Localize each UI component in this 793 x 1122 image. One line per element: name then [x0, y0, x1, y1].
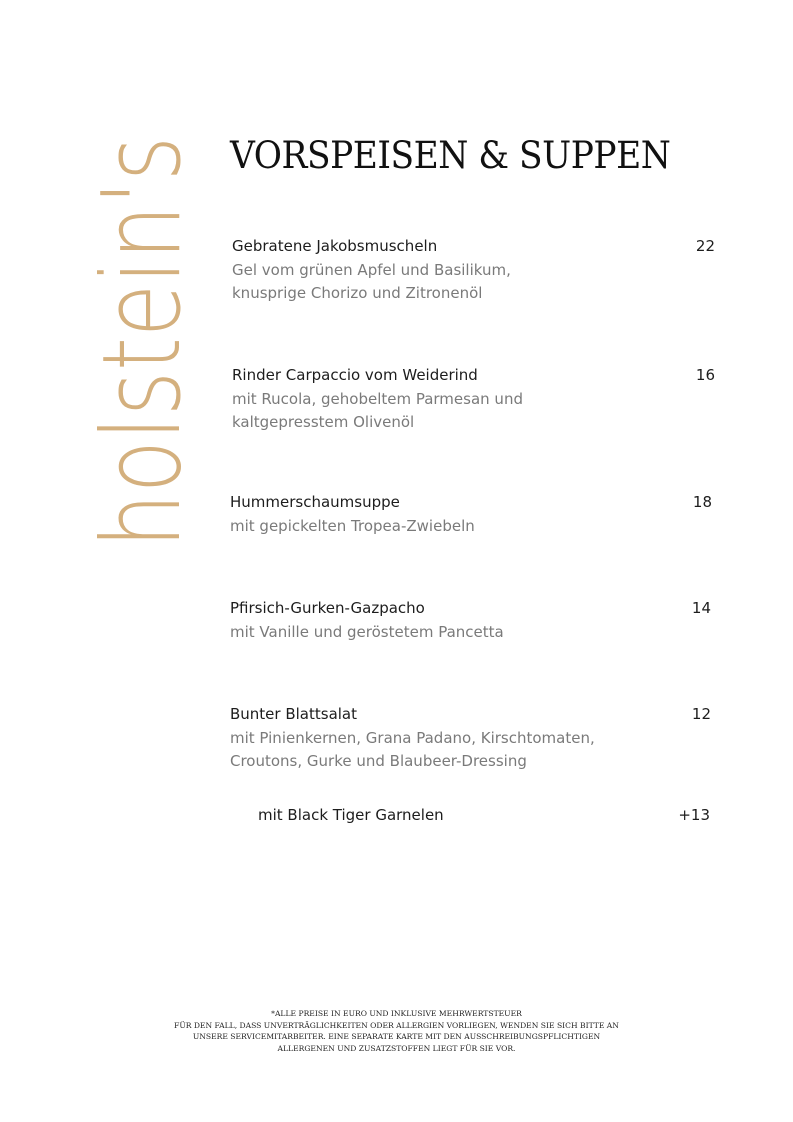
item-price: 12: [691, 705, 711, 723]
item-price: 14: [691, 599, 711, 617]
footer-line: ALLERGENEN UND ZUSATZSTOFFEN LIEGT FÜR SIE VOR.: [277, 1043, 516, 1053]
item-description: mit Pinienkernen, Grana Padano, Kirschtomaten, Croutons, Gurke und Blaubeer-Dressing: [230, 729, 595, 770]
item-description: Gel vom grünen Apfel und Basilikum, knusprige Chorizo und Zitronenöl: [232, 261, 511, 302]
addon-price: +13: [678, 806, 710, 824]
item-price: 16: [695, 366, 715, 384]
footer-line: FÜR DEN FALL, DASS UNVERTRÄGLICHKEITEN ODER ALLERGIEN VORLIEGEN, WENDEN SIE SICH BITTE AN: [174, 1020, 619, 1030]
item-price: 18: [692, 493, 712, 511]
addon-name: mit Black Tiger Garnelen: [258, 806, 444, 824]
brand-logo-text: holstein's: [80, 33, 205, 548]
item-name: Gebratene Jakobsmuscheln: [232, 237, 438, 255]
item-name: Hummerschaumsuppe: [230, 493, 400, 511]
item-description: mit Vanille und geröstetem Pancetta: [230, 623, 504, 641]
item-name: Pfirsich-Gurken-Gazpacho: [230, 599, 425, 617]
item-description: mit Rucola, gehobeltem Parmesan und kaltgepresstem Olivenöl: [232, 390, 523, 431]
page-title: VORSPEISEN & SUPPEN: [230, 134, 671, 177]
item-price: 22: [695, 237, 715, 255]
footer-line: UNSERE SERVICEMITARBEITER. EINE SEPARATE KARTE MIT DEN AUSSCHREIBUNGSPFLICHTIGEN: [192, 1032, 601, 1041]
item-name: Rinder Carpaccio vom Weiderind: [232, 366, 478, 384]
item-description: mit gepickelten Tropea-Zwiebeln: [230, 517, 475, 535]
item-name: Bunter Blattsalat: [230, 705, 358, 723]
brand-logo: [80, 33, 205, 548]
footer-line: *ALLE PREISE IN EURO UND INKLUSIVE MEHRWERTSTEUER: [271, 1009, 522, 1018]
footer-notice: [0, 1008, 793, 1054]
